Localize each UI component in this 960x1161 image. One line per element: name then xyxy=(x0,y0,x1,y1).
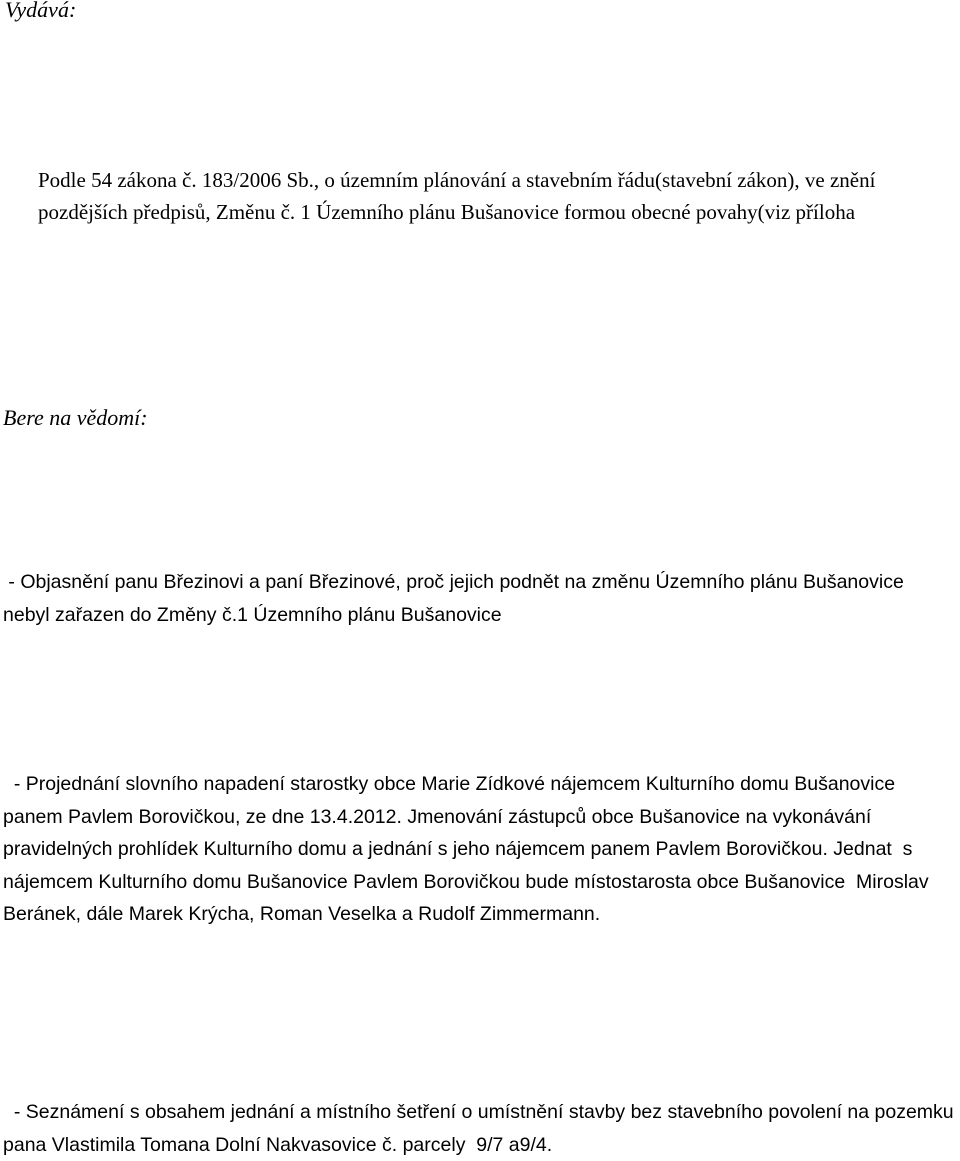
item-seznameni-stavba: - Seznámení s obsahem jednání a místního šetření o umístnění stavby bez stavebního povolení na pozemku pana Vlastimila Tomana Dolní Nakvasovice č. parcely 9/7 a9/4. xyxy=(3,1101,960,1156)
heading-vydava: Vydává: xyxy=(5,0,77,22)
item-brezina-objasneni: - Objasnění panu Březinovi a paní Březinové, proč jejich podnět na změnu Územního plánu Bušanovice nebyl zařazen do Změny č.1 Územního plánu Bušanovice xyxy=(3,571,910,626)
vydava-paragraph: Podle 54 zákona č. 183/2006 Sb., o územním plánování a stavebním řádu(stavební zákon), ve znění pozdějších předpisů, Změnu č. 1 Územního plánu Bušanovice formou obecné povahy(viz příloha xyxy=(38,168,876,224)
heading-bere-na-vedomi: Bere na vědomí: xyxy=(3,405,148,430)
item-projednani-napadeni: - Projednání slovního napadení starostky obce Marie Zídkové nájemcem Kulturního domu Bušanovice panem Pavlem Borovičkou, ze dne 13.4.2012. Jmenování zástupců obce Bušanovice na vykonávání pravidelných prohlídek Kulturního domu a jednání s jeho nájemcem panem Pavlem Borovičkou. Jednat s nájemcem Kulturního domu Bušanovice Pavlem Borovičkou bude místostarosta obce Bušanovice Miroslav Beránek, dále Marek Krýcha, Roman Veselka a Rudolf Zimmermann. xyxy=(3,773,935,925)
